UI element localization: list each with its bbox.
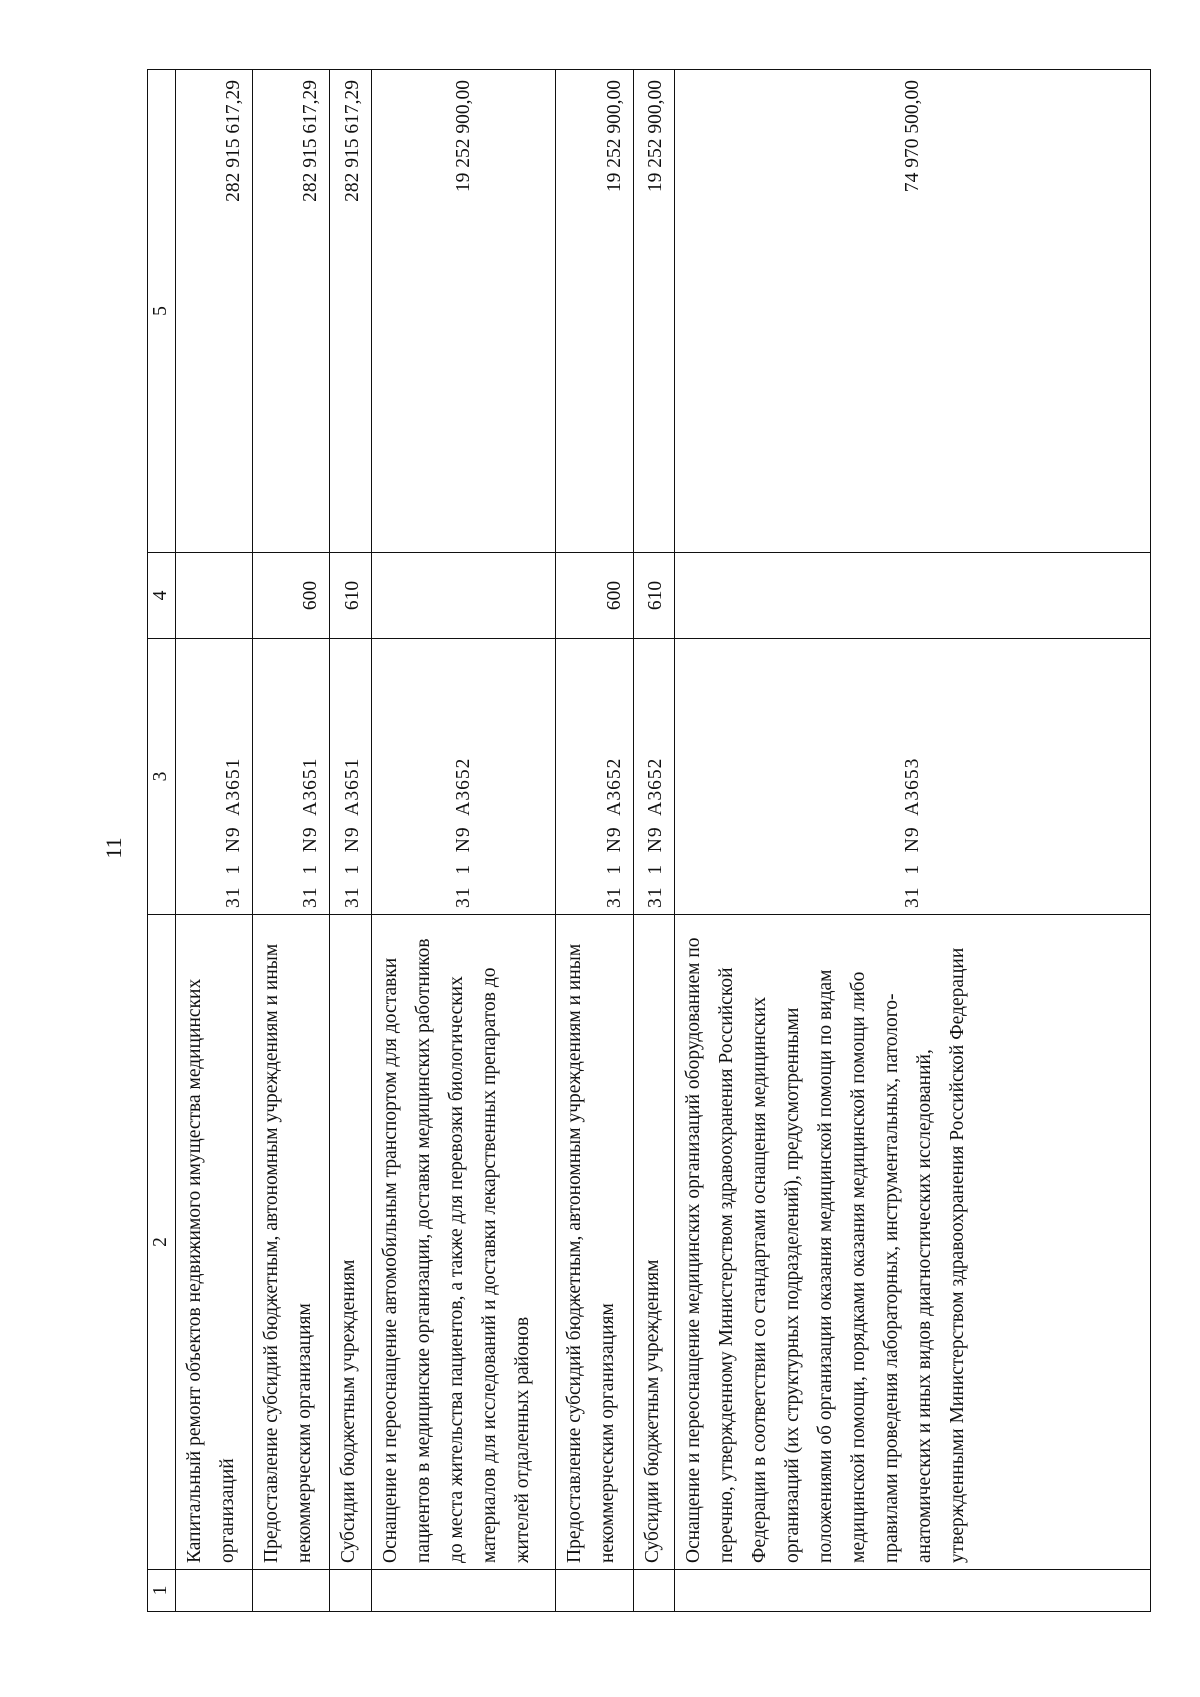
- row-number: [176, 1570, 253, 1612]
- row-expense-type: 600: [556, 553, 633, 639]
- row-kbk: 31 1 N9 A3652: [371, 639, 556, 915]
- page-number: 11: [101, 837, 126, 859]
- header-col-1: 1: [148, 1570, 176, 1612]
- row-expense-type: 610: [330, 553, 371, 639]
- row-name: Оснащение и переоснащение автомобильным транспортом для доставки пациентов в медицинские организации, доставки медицинских работников до места жительства пациентов, а также для перевозки биологических материалов для исследований и доставки лекарственных препаратов до жителей отдаленных районов: [371, 915, 556, 1570]
- table-row: [556, 70, 633, 1612]
- row-amount: 19 252 900,00: [556, 70, 633, 553]
- row-kbk: 31 1 N9 A3652: [556, 639, 633, 915]
- table-row: [330, 70, 371, 1612]
- row-number: [253, 1570, 330, 1612]
- header-col-2: 2: [148, 915, 176, 1570]
- row-name: Оснащение и переоснащение медицинских организаций оборудованием по перечню, утвержденному Министерством здравоохранения Российской Федерации в соответствии со стандартами оснащения медицинских организаций (их структурных подразделений), предусмотренными положениями об организации оказания медицинской помощи по видам медицинской помощи, порядками оказания медицинской помощи либо правилами проведения лабораторных, инструментальных, патолого-анатомических и иных видов диагностических исследований, утвержденными Министерством здравоохранения Российской Федерации: [674, 915, 1150, 1570]
- budget-table: [147, 69, 1151, 1612]
- row-kbk: 31 1 N9 A3653: [674, 639, 1150, 915]
- row-expense-type: 600: [253, 553, 330, 639]
- row-number: [674, 1570, 1150, 1612]
- row-number: [556, 1570, 633, 1612]
- table-row: [371, 70, 556, 1612]
- row-number: [371, 1570, 556, 1612]
- row-number: [633, 1570, 674, 1612]
- header-col-5: 5: [148, 70, 176, 553]
- table-row: [674, 70, 1150, 1612]
- header-col-3: 3: [148, 639, 176, 915]
- row-amount: 19 252 900,00: [633, 70, 674, 553]
- row-name: Предоставление субсидий бюджетным, автономным учреждениям и иным некоммерческим организациям: [253, 915, 330, 1570]
- row-kbk: 31 1 N9 A3651: [253, 639, 330, 915]
- table-row: [633, 70, 674, 1612]
- row-kbk: 31 1 N9 A3652: [633, 639, 674, 915]
- row-name: Предоставление субсидий бюджетным, автономным учреждениям и иным некоммерческим организациям: [556, 915, 633, 1570]
- row-kbk: 31 1 N9 A3651: [330, 639, 371, 915]
- row-amount: 19 252 900,00: [371, 70, 556, 553]
- row-expense-type: 610: [633, 553, 674, 639]
- row-number: [330, 1570, 371, 1612]
- header-col-4: 4: [148, 553, 176, 639]
- table-row: [253, 70, 330, 1612]
- row-expense-type: [371, 553, 556, 639]
- row-amount: 282 915 617,29: [253, 70, 330, 553]
- row-kbk: 31 1 N9 A3651: [176, 639, 253, 915]
- row-amount: 282 915 617,29: [176, 70, 253, 553]
- table-row: [176, 70, 253, 1612]
- row-expense-type: [176, 553, 253, 639]
- row-amount: 74 970 500,00: [674, 70, 1150, 553]
- header-row: [148, 70, 176, 1612]
- rotated-page-area: [147, 70, 1151, 1612]
- row-name: Субсидии бюджетным учреждениям: [633, 915, 674, 1570]
- row-name: Капитальный ремонт объектов недвижимого имущества медицинских организаций: [176, 915, 253, 1570]
- budget-table-container: [147, 70, 1151, 1612]
- row-name: Субсидии бюджетным учреждениям: [330, 915, 371, 1570]
- row-amount: 282 915 617,29: [330, 70, 371, 553]
- row-expense-type: [674, 553, 1150, 639]
